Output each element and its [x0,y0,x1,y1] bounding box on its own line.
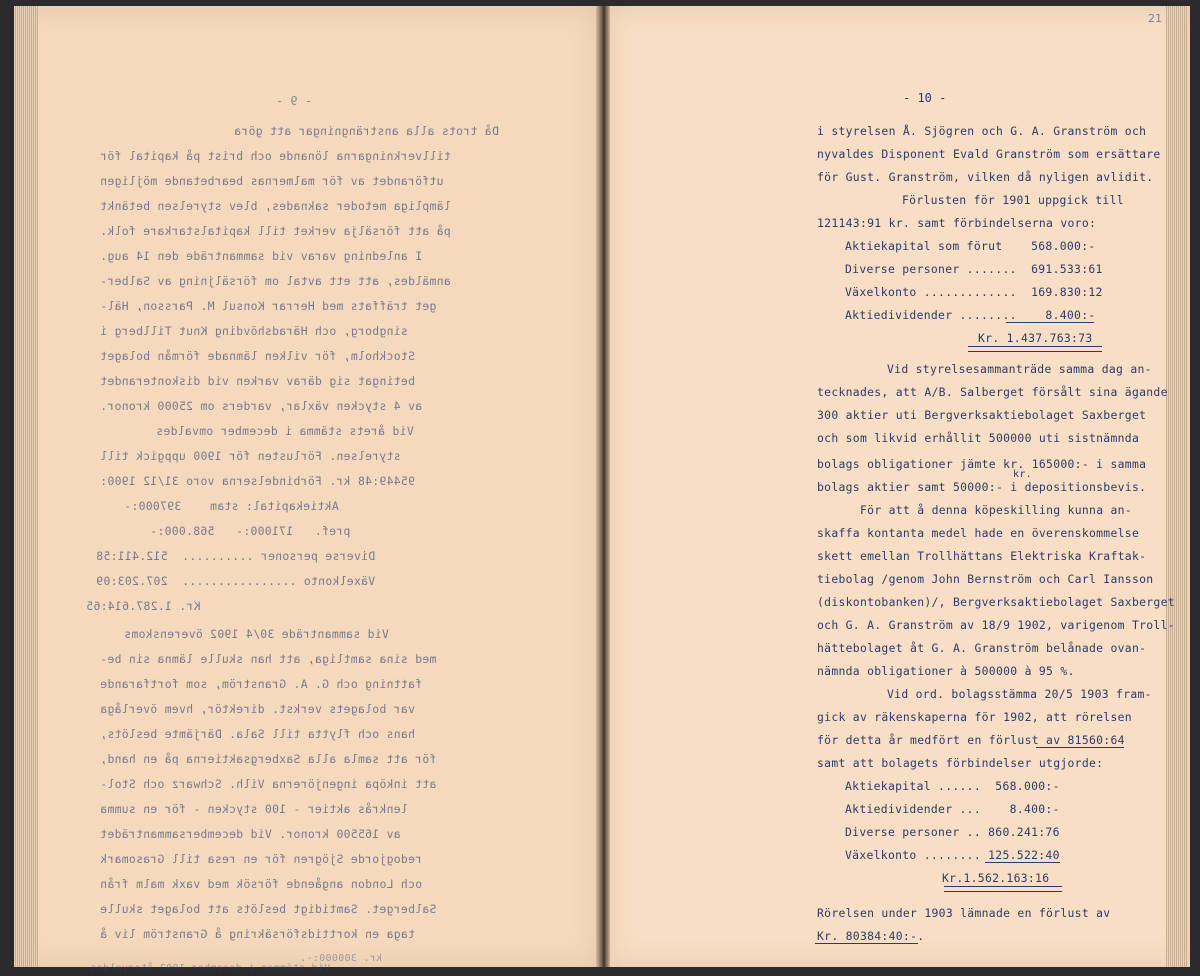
amount-underline [1036,747,1124,748]
body-line: Förlusten för 1901 uppgick till [902,193,1124,207]
left-line: Kr. 1.287.614:65 [86,599,201,613]
page-corner-mark: 21 [1148,12,1162,25]
body-line: Vid ord. bolagsstämma 20/5 1903 fram- [887,687,1152,701]
left-line: Vid stämman i december 1902 återvaldes [90,963,331,974]
left-line: betingat sig därav varken vid diskonterandet [100,374,415,388]
sum-rule [1006,322,1094,323]
ledger-line: Växelkonto ........ 125.522:40 [845,848,1060,862]
left-line: lenkrås aktier - 100 stycken - för en summa [100,802,408,816]
amount-underline [815,943,918,944]
body-line: Rörelsen under 1903 lämnade en förlust av [817,906,1111,920]
body-line: gick av räkenskaperna för 1902, att rörelsen [817,710,1132,724]
body-line: samt att bolagets förbindelser utgjorde: [817,756,1104,770]
left-line: Vid sammanträde 30/4 1902 överenskoms [124,627,389,641]
book-spine [596,6,610,967]
left-line: att inköpa ingenjörerna Vilh. Schwarz och Stol- [100,777,437,791]
body-line: i styrelsen Å. Sjögren och G. A. Granström och [817,124,1147,138]
left-line: Salberget. Samtidigt beslöts att bolaget skulle [100,902,437,916]
ledger-line: Växelkonto ............. 169.830:12 [845,285,1103,299]
body-line: skett emellan Trollhättans Elektriska Kraftak- [817,549,1147,563]
left-line: get träffats med Herrar Konsul M. Parsson, Häl- [100,299,437,313]
left-line: var bolagets verkst. direktör, hvem överlåga [100,702,415,716]
left-page-number: - 9 - [276,94,313,108]
left-line: hans och flytta till Sala. Därjämte beslöts, [100,727,415,741]
left-line: Då trots alla ansträngningar att göra [234,124,499,138]
left-line: I anledning varav vid sammanträde den 14 aug. [100,249,423,263]
left-line: redogjorde Sjögren för en resa till Grasomark [100,852,423,866]
left-line: av 165500 kronor. Vid decembersammanträdet [100,827,401,841]
left-line: anmäldes, att ett avtal om försäljning av Salber- [100,274,451,288]
page-number: - 10 - [903,91,947,105]
body-line: tiebolag /genom John Bernström och Carl Iansson [817,572,1154,586]
ledger-total: Kr. 1.437.763:73 [978,331,1093,345]
body-line: bolags aktier samt 50000:- i depositionsbevis. [817,480,1147,494]
body-line: för Gust. Granström, vilken då nyligen avlidit. [817,170,1154,184]
left-line: Växelkonto ................ 207.203:09 [96,574,376,588]
left-line: singborg, och Häradshövding Knut Tillberg i [100,324,408,338]
body-line: bolags obligationer jämte kr. 165000:- i samma [817,457,1147,471]
interlinear-insert: kr. [1013,469,1032,480]
body-line: för detta år medfört en förlust av 81560:64 [817,733,1125,747]
ledger-line: Aktiekapital som förut 568.000:- [845,239,1096,253]
ledger-line: Aktiedividender ........ 8.400:- [845,308,1096,322]
left-line: 95449:48 kr. Förbindelserna voro 31/12 1900: [100,474,415,488]
left-line: fattning och G. A. Granström, som fortfarande [100,677,423,691]
left-line: utförandet av för malmernas bearbetande möjligen [100,174,444,188]
body-line: nyvaldes Disponent Evald Granström som ersättare [817,147,1161,161]
body-line: och G. A. Granström av 18/9 1902, varigenom Troll- [817,618,1175,632]
left-line: styrelsen. Förlusten för 1900 uppgick till [100,449,401,463]
ledger-line: Aktiedividender ... 8.400:- [845,802,1060,816]
body-line: nämnda obligationer à 500000 à 95 %. [817,664,1075,678]
left-line: för att samla alla Saxbergsaktierna på en hand, [100,752,437,766]
left-line: pref. 171000:- 568.000:- [150,524,351,538]
body-line: Kr. 80384:40:-. [817,929,925,943]
left-line: tillverkningarna lönande och brist på kapital för [100,149,451,163]
left-line: på att försälja verket till kapitalstarkare folk. [100,224,451,238]
body-line: För att å denna köpeskilling kunna an- [860,503,1132,517]
left-page-edge [14,6,38,967]
body-line: och som likvid erhållit 500000 uti sistnämnda [817,431,1140,445]
double-rule [968,346,1102,352]
left-line: Diverse personer .......... 512.411:58 [96,549,376,563]
body-line: Vid styrelsesammanträde samma dag an- [887,362,1152,376]
ledger-line: Aktiekapital ...... 568.000:- [845,779,1060,793]
right-page-edge [1166,6,1188,967]
left-line: Vid årets stämma i december omvaldes [156,424,414,438]
ledger-total: Kr.1.562.163:16 [942,871,1050,885]
left-line: med sina samtliga, att han skulle lämna sin be- [100,652,437,666]
body-line: hättebolaget åt G. A. Granström belånade ovan- [817,641,1147,655]
left-line: och London angående försök med vaxk malm från [100,877,423,891]
ledger-line: Diverse personer ....... 691.533:61 [845,262,1103,276]
double-rule [944,886,1062,892]
left-line: av 4 stycken växlar, varders om 25000 kronor. [100,399,423,413]
left-line: Aktiekapital: stam 397000:- [124,499,339,513]
body-line: 121143:91 kr. samt förbindelserna voro: [817,216,1097,230]
body-line: skaffa kontanta medel hade en överenskommelse [817,526,1140,540]
body-line: tecknades, att A/B. Salberget försålt sina ägande [817,385,1168,399]
left-line: taga en korttidsförsäkring å Granström liv å [100,927,415,941]
left-line: Stockholm, för vilken lämnade förmån bolaget [100,349,415,363]
body-line: (diskontobanken)/, Bergverksaktiebolaget Saxberget [817,595,1175,609]
left-line: lämpliga metoder saknades, blev styrelsen betänkt [100,199,451,213]
ledger-line: Diverse personer .. 860.241:76 [845,825,1060,839]
left-line: kr. 300000:-. [300,953,383,964]
sum-rule [985,862,1060,863]
body-line: 300 aktier uti Bergverksaktiebolaget Saxberget [817,408,1147,422]
